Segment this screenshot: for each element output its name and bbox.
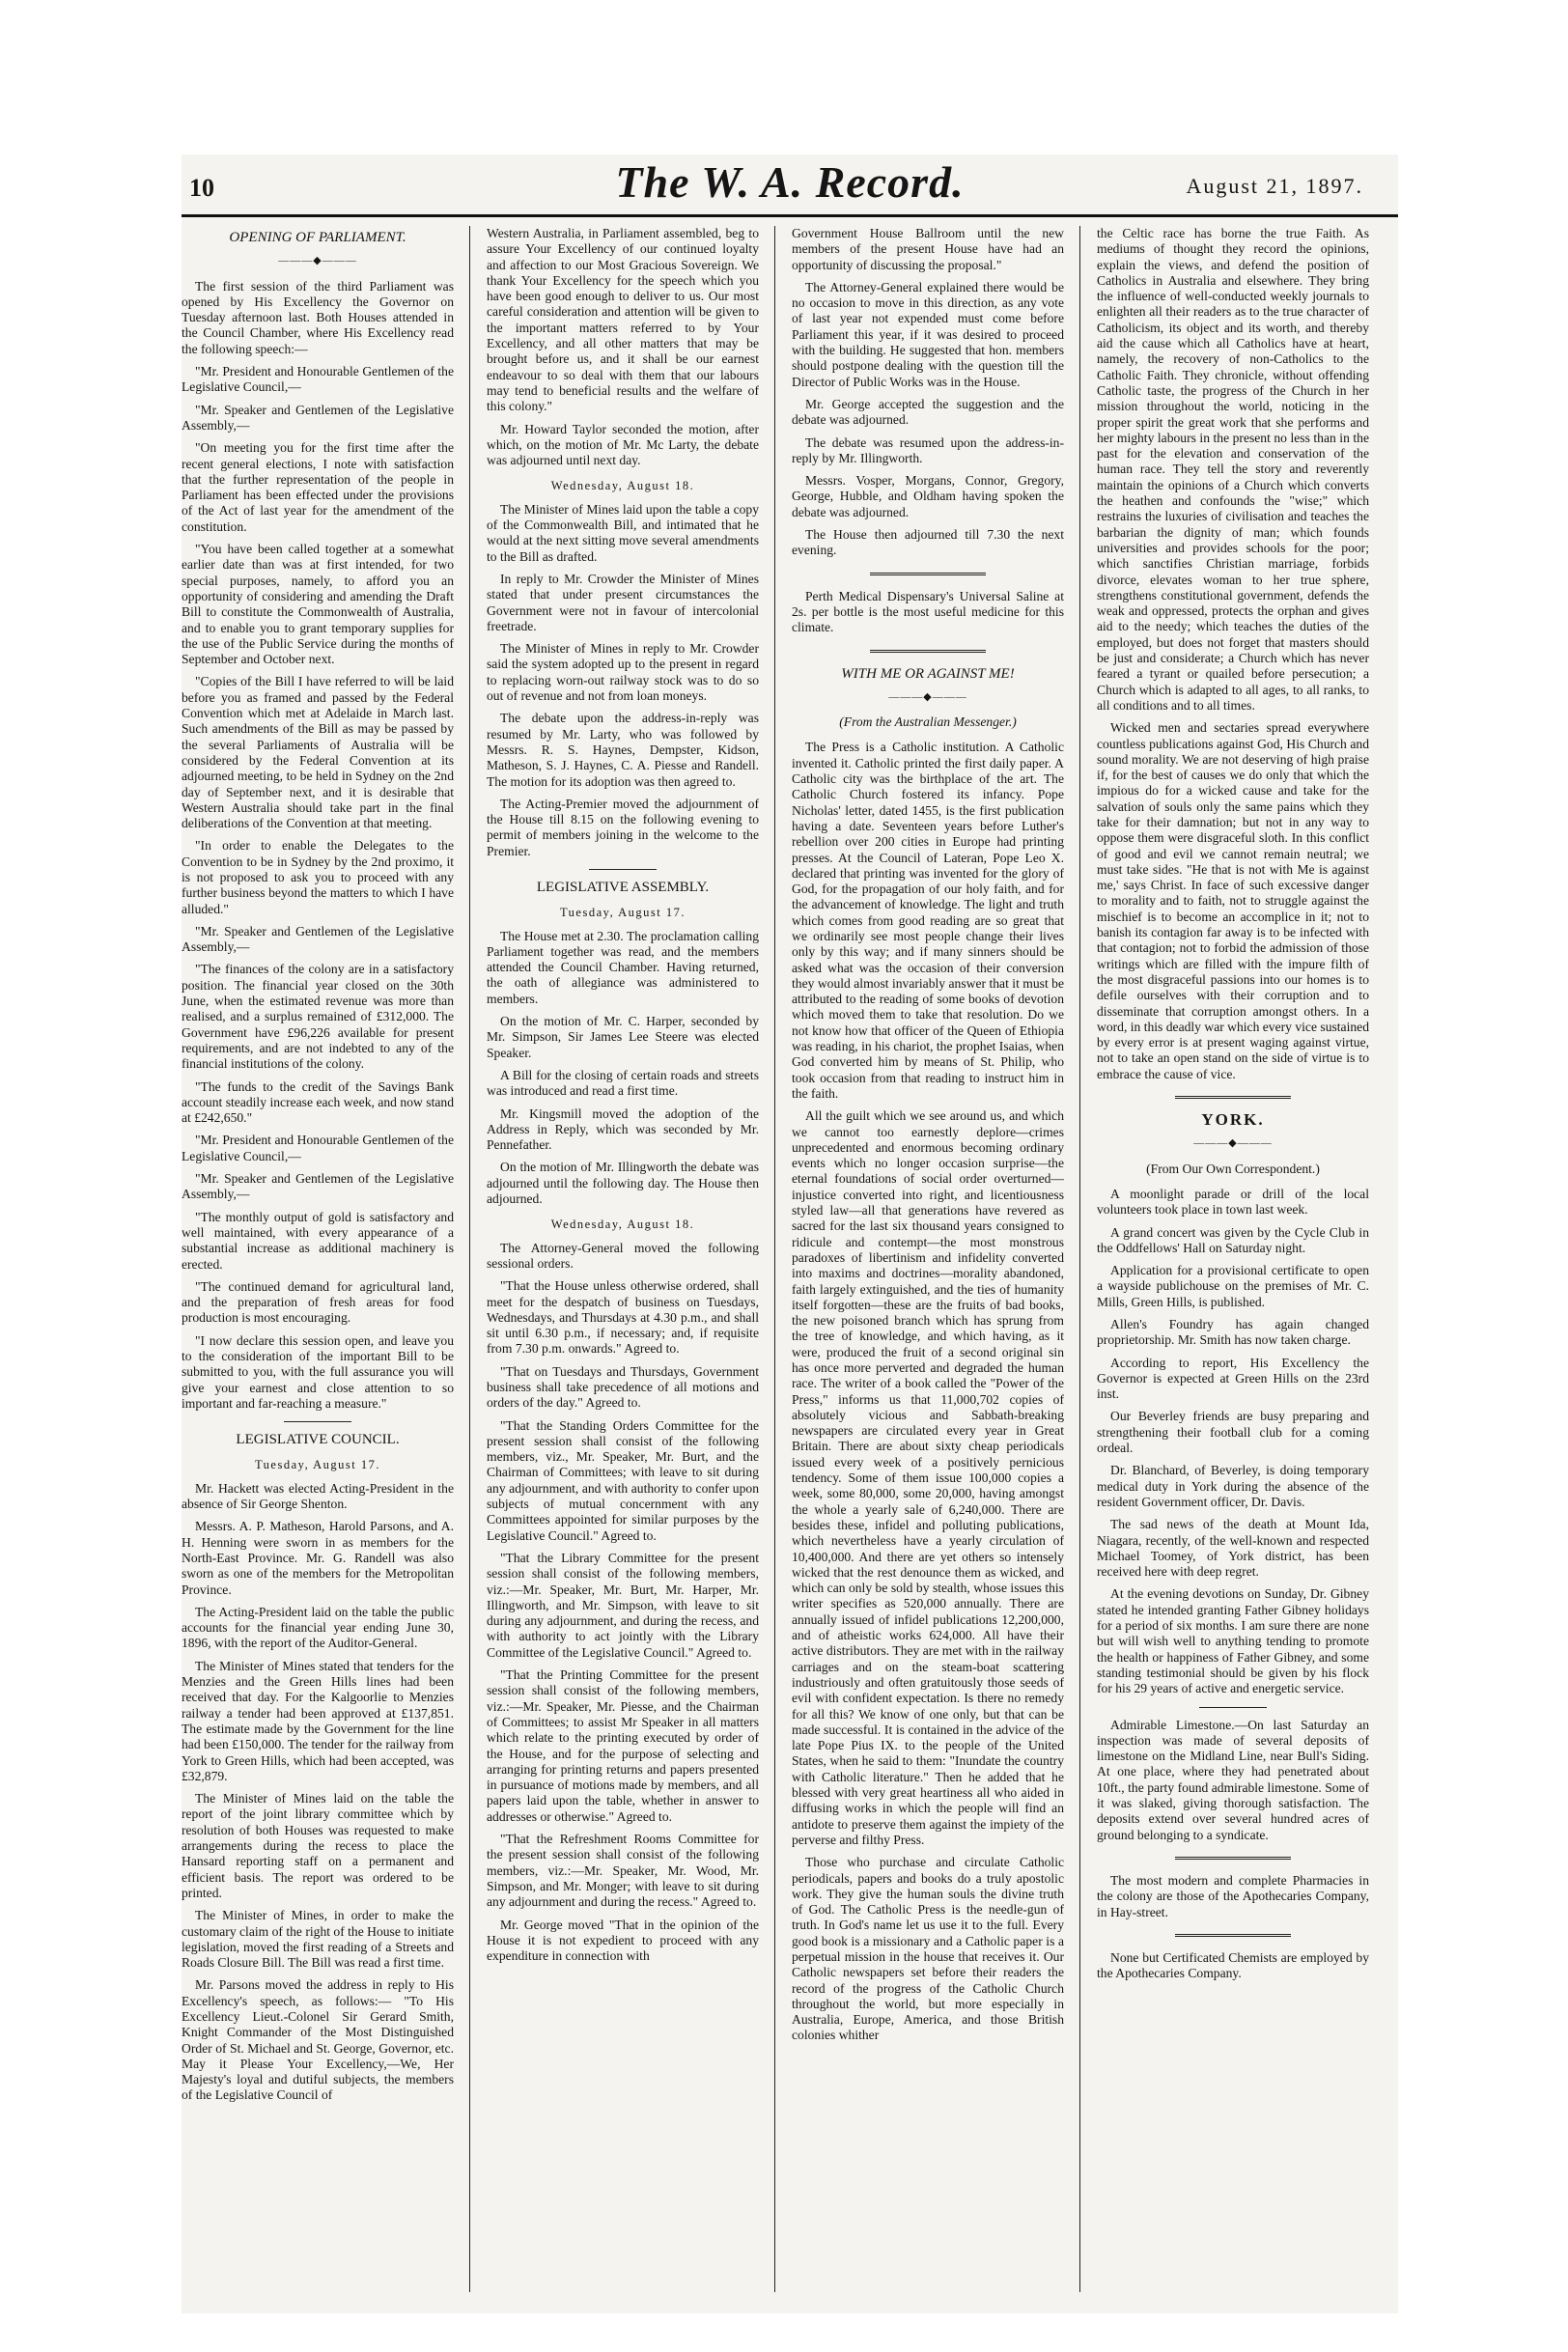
paragraph: The Attorney-General moved the following sessional orders.	[487, 1240, 759, 1271]
section-heading: YORK.	[1201, 1110, 1265, 1130]
column-divider	[1079, 226, 1080, 2292]
paragraph: A grand concert was given by the Cycle Club in the Oddfellows' Hall on Saturday night.	[1097, 1224, 1369, 1255]
section-rule	[1175, 1934, 1291, 1937]
paragraph: "That on Tuesdays and Thursdays, Government business shall take precedence of all motions and orders of the day." Agreed to.	[487, 1363, 759, 1411]
paragraph: Mr. Hackett was elected Acting-President in the absence of Sir George Shenton.	[182, 1480, 454, 1512]
advertisement-notice: Perth Medical Dispensary's Universal Saline at 2s. per bottle is the most useful medicine for this climate.	[792, 588, 1064, 635]
paragraph: The Minister of Mines in reply to Mr. Crowder said the system adopted up to the present in regard to replacing worn-out railway stock was to do so out of revenue and not from loan moneys.	[487, 641, 759, 704]
ornament-divider: ―――◆―――	[1193, 1137, 1273, 1150]
masthead-rule	[182, 214, 1398, 217]
paragraph: "Mr. Speaker and Gentlemen of the Legislative Assembly,—	[182, 1171, 454, 1202]
date-subheading: Tuesday, August 17.	[559, 906, 686, 920]
paragraph: The Acting-Premier moved the adjournment of the House till 8.15 on the following evening to permit of members joining in the welcome to the Premier.	[487, 796, 759, 858]
paragraph: Mr. George accepted the suggestion and the debate was adjourned.	[792, 396, 1064, 428]
paragraph: The Minister of Mines, in order to make the customary claim of the right of the House to initiate legislation, moved the first reading of a Streets and Roads Closure Bill. The Bill was read a first time.	[182, 1908, 454, 1971]
paragraph: "On meeting you for the first time after the recent general elections, I note with satisfaction that the further representation of the people in Parliament has been effected under the provisions of the Act of last year for the amendment of the constitution.	[182, 440, 454, 534]
section-rule	[589, 869, 657, 870]
paragraph: Messrs. A. P. Matheson, Harold Parsons, and A. H. Henning were sworn in as members for the North-East Province. Mr. G. Randell was also sworn as one of the members for the Metropolitan Province.	[182, 1519, 454, 1597]
paragraph: the Celtic race has borne the true Faith. As mediums of thought they record the opinions, explain the views, and defend the position of Catholics in Australia and elsewhere. They bring the influence of well-conducted weekly journals to enlighten all their readers as to the true character of Catholicism, its object and its worth, and thereby aid the cause which all Catholics have at heart, namely, the recovery of non-Catholics to the Catholic Faith. They chronicle, without offending Catholic taste, the progress of the Church in her mission throughout the world, noticing in the proper spirit the great work that she performs and her mighty labours in the present no less than in the past for the elevation and conservation of the human race. They tell the story and reverently maintain the opinions of a Church which converts the heathen and confounds the "wise;" which restrains the luxuries of civilisation and teaches the barbarian the dignity of man; which founds universities and provides schools for the poor; which sanctifies Christian marriage, forbids divorce, elevates woman to her true sphere, strengthens constitutional government, defends the weak and oppressed, protects the orphan and gives aid to the needy; which teaches the duties of the employed, but does not forget that masters should be just and considerate; a Church which has never feared a tyrant or quailed before persecution; a Church which is adapted to all ages, to all ranks, to all conditions and to all times.	[1097, 226, 1369, 713]
section-rule	[1175, 1096, 1291, 1099]
paragraph: "That the Library Committee for the present session shall consist of the following members, viz.:—Mr. Speaker, Mr. Burt, Mr. Harper, Mr. Illingworth, and Mr. Simpson, with leave to sit during any adjournment, and during the recess, and with authority to act jointly with the Library Committee of the Legislative Council." Agreed to.	[487, 1550, 759, 1660]
paragraph: "The funds to the credit of the Savings Bank account steadily increase each week, and now stand at £242,650."	[182, 1078, 454, 1126]
paragraph: The sad news of the death at Mount Ida, Niagara, recently, of the well-known and respected Michael Toomey, of York district, has been received here with deep regret.	[1097, 1517, 1369, 1580]
paragraph: Admirable Limestone.—On last Saturday an inspection was made of several deposits of limestone on the Midland Line, near Bull's Siding. At one place, where they had penetrated about 10ft., the party found admirable limestone. Some of it was slaked, giving thorough satisfaction. The deposits extend over several hundred acres of ground belonging to a syndicate.	[1097, 1717, 1369, 1842]
paragraph: Mr. George moved "That in the opinion of the House it is not expedient to proceed with any expenditure in connection with	[487, 1917, 759, 1964]
column-2	[487, 226, 759, 2302]
paragraph: Those who purchase and circulate Catholic periodicals, papers and books do a truly apostolic work. They give the human souls the divine truth of God. The Catholic Press is the needle-gun of truth. In God's name let us use it to the full. Every good book is a missionary and a Catholic paper is a perpetual mission in the house that receives it. Our Catholic newspapers set before their readers the record of the progress of the Catholic Church throughout the world, but more especially in Australia, Europe, America, and those British colonies whither	[792, 1855, 1064, 2043]
paragraph: "That the Printing Committee for the present session shall consist of the following members, viz.:—Mr. Speaker, Mr. Piesse, and the Chairman of Committees; to assist Mr Speaker in all matters which relate to the printing executed by order of the House, and for the purpose of selecting and arranging for printing returns and papers presented in pursuance of motions made by members, and all papers laid upon the table, whether in answer to addresses or otherwise." Agreed to.	[487, 1667, 759, 1824]
paragraph: "You have been called together at a somewhat earlier date than was at first intended, for two special purposes, namely, to afford you an opportunity of considering and amending the Draft Bill to constitute the Commonwealth of Australia, and to enable you to grant temporary supplies for the use of the Public Service during the months of September and October next.	[182, 542, 454, 667]
column-1	[182, 226, 454, 2302]
paragraph: The Minister of Mines laid upon the table a copy of the Commonwealth Bill, and intimated that he would at the next sitting move several amendments to the Bill as drafted.	[487, 501, 759, 564]
paragraph: The Acting-President laid on the table the public accounts for the financial year ending June 30, 1896, with the report of the Auditor-General.	[182, 1604, 454, 1651]
column-divider	[469, 226, 470, 2292]
paragraph: At the evening devotions on Sunday, Dr. Gibney stated he intended granting Father Gibney holidays for a period of six months. I am sure there are none but will wish well to anything tending to promote the health or happiness of Father Gibney, and some standing testimonial should be given by his flock for his 29 years of active and energetic service.	[1097, 1586, 1369, 1696]
paragraph: Application for a provisional certificate to open a wayside publichouse on the premises of Mr. C. Mills, Green Hills, is published.	[1097, 1263, 1369, 1309]
paragraph: Western Australia, in Parliament assembled, beg to assure Your Excellency of our continued loyalty and affection to our Most Gracious Sovereign. We thank Your Excellency for the speech which you have been good enough to deliver to us. Our most careful consideration and attention will be given to the important matters referred to by Your Excellency, and all other matters that may be brought before us, and it shall be our earnest endeavour to so deal with them that our labours may tend to beneficial results and the welfare of this colony."	[487, 226, 759, 414]
paragraph: The debate upon the address-in-reply was resumed by Mr. Larty, who was followed by Messrs. R. S. Haynes, Dempster, Kidson, Matheson, S. J. Haynes, C. A. Piesse and Randell. The motion for its adoption was then agreed to.	[487, 711, 759, 789]
date-subheading: Tuesday, August 17.	[254, 1458, 381, 1472]
paragraph: "Mr. Speaker and Gentlemen of the Legislative Assembly,—	[182, 923, 454, 955]
paragraph: The Press is a Catholic institution. A Catholic invented it. Catholic printed the first daily paper. A Catholic city was the birthplace of the art. The Catholic Church fostered its infancy. Pope Nicholas' letter, dated 1455, is the first publication having a date. Seventeen years before Luther's rebellion over 200 cities in Europe had printing presses. At the Council of Lateran, Pope Leo X. declared that printing was invented for the glory of God, for the propagation of our holy faith, and for the advancement of knowledge. The light and truth which comes from good reading are so great that we ordinarily see most people change their lives only by this way; and if many sinners should be asked what was the occasion of their conversion they would almost invariably answer that it must be attributed to the reading of some books of devotion which moved them to take that resolution. Do we not know how that officer of the Queen of Ethiopia was reading, in his chariot, the prophet Isaias, when God converted him by means of St. Philip, who took occasion from that reading to instruct him in the faith.	[792, 740, 1064, 1101]
section-rule	[284, 1421, 351, 1422]
paragraph: In reply to Mr. Crowder the Minister of Mines stated that under present circumstances the Government were not in favour of intercolonial freetrade.	[487, 571, 759, 633]
paragraph: "Mr. President and Honourable Gentlemen of the Legislative Council,—	[182, 364, 454, 395]
masthead	[182, 154, 1398, 212]
section-rule	[870, 650, 986, 653]
paragraph: Government House Ballroom until the new members of the present House have had an opportunity of discussing the proposal."	[792, 226, 1064, 272]
newspaper-title: The W. A. Record.	[615, 157, 965, 207]
paragraph: "That the House unless otherwise ordered, shall meet for the despatch of business on Tuesdays, Wednesdays, and Thursdays at 4.30 p.m., and shall sit until 6.30 p.m., if necessary; and, if requisite from 7.30 p.m. onwards." Agreed to.	[487, 1278, 759, 1357]
column-4	[1097, 226, 1369, 2302]
paragraph: "Copies of the Bill I have referred to will be laid before you as framed and passed by the Federal Convention which met at Adelaide in March last. Such amendments of the Bill as may be passed by the several Parliaments of Australia will be considered by the Federal Convention at its adjourned meeting, to be held in Sydney on the 2nd day of September next, and it is desirable that Western Australia should take part in the final deliberations of the Convention at that meeting.	[182, 674, 454, 831]
paragraph: On the motion of Mr. Illingworth the debate was adjourned until the following day. The House then adjourned.	[487, 1160, 759, 1207]
advertisement-notice: The most modern and complete Pharmacies in the colony are those of the Apothecaries Company, in Hay-street.	[1097, 1872, 1369, 1919]
paragraph: Dr. Blanchard, of Beverley, is doing temporary medical duty in York during the absence of the resident Government officer, Dr. Davis.	[1097, 1463, 1369, 1509]
section-heading: LEGISLATIVE COUNCIL.	[236, 1432, 400, 1448]
paragraph: The first session of the third Parliament was opened by His Excellency the Governor on Tuesday afternoon last. Both Houses attended in the Council Chamber, where His Excellency read the following speech:—	[182, 278, 454, 356]
paragraph: The House then adjourned till 7.30 the next evening.	[792, 527, 1064, 558]
paragraph: The House met at 2.30. The proclamation calling Parliament together was read, and the members attended the Council Chamber. Having returned, the oath of allegiance was administered to members.	[487, 928, 759, 1006]
article-heading: WITH ME OR AGAINST ME!	[841, 665, 1015, 682]
article-heading: OPENING OF PARLIAMENT.	[229, 230, 406, 245]
source-credit: (From the Australian Messenger.)	[839, 714, 1017, 730]
newspaper-page	[182, 154, 1398, 2313]
paragraph: "The monthly output of gold is satisfactory and well maintained, with every appearance of a substantial increase as additional machinery is erected.	[182, 1209, 454, 1272]
paragraph: Allen's Foundry has again changed proprietorship. Mr. Smith has now taken charge.	[1097, 1317, 1369, 1348]
paragraph: "That the Standing Orders Committee for the present session shall consist of the following members, viz., Mr. Speaker, Mr. Burt, and the Chairman of Committees; with leave to sit during any adjournment, and with authority to confer upon subjects of mutual concernment with any Committees appointed for similar purposes by the Legislative Council." Agreed to.	[487, 1417, 759, 1543]
section-rule	[1175, 1857, 1291, 1860]
paragraph: On the motion of Mr. C. Harper, seconded by Mr. Simpson, Sir James Lee Steere was elected Speaker.	[487, 1014, 759, 1060]
paragraph: "That the Refreshment Rooms Committee for the present session shall consist of the following members, viz.:—Mr. Speaker, Mr. Wood, Mr. Simpson, and Mr. Monger; with leave to sit during any adjournment and during the recess." Agreed to.	[487, 1832, 759, 1910]
ornament-divider: ―――◆―――	[278, 255, 357, 267]
paragraph: A moonlight parade or drill of the local volunteers took place in town last week.	[1097, 1186, 1369, 1218]
paragraph: A Bill for the closing of certain roads and streets was introduced and read a first time.	[487, 1067, 759, 1099]
paragraph: "Mr. President and Honourable Gentlemen of the Legislative Council,—	[182, 1133, 454, 1163]
advertisement-notice: None but Certificated Chemists are employed by the Apothecaries Company.	[1097, 1949, 1369, 1981]
paragraph: "The continued demand for agricultural land, and the preparation of fresh areas for food production is most encouraging.	[182, 1278, 454, 1326]
paragraph: The Minister of Mines laid on the table the report of the joint library committee which by resolution of both Houses was requested to make arrangements during the recess to place the Hansard reporting staff on a permanent and efficient basis. The report was ordered to be printed.	[182, 1791, 454, 1900]
paragraph: "Mr. Speaker and Gentlemen of the Legislative Assembly,—	[182, 402, 454, 433]
section-rule	[1199, 1707, 1267, 1708]
column-3	[792, 226, 1064, 2302]
ornament-divider: ―――◆―――	[888, 690, 967, 703]
paragraph: The Minister of Mines stated that tenders for the Menzies and the Green Hills lines had been received that day. For the Kalgoorlie to Menzies railway a tender had been approved at £137,851. The estimate made by the Government for the line had been £150,000. The tender for the railway from York to Green Hills, which had been accepted, was £32,879.	[182, 1658, 454, 1783]
paragraph: Wicked men and sectaries spread everywhere countless publications against God, His Church and sound morality. We are not deserving of high praise if, for the best of causes we do only that which the impious do for a wicked cause and take for the salvation of souls only the same pains which they take for their damnation; but not in any way to oppose them were disgraceful sloth. In this conflict of good and evil we cannot remain neutral; we must take sides. "He that is not with Me is against me,' says Christ. In face of such excessive danger to morality and to faith, not to struggle against the mischief is to become an accomplice in it; not to banish its contagion far away is to be infected with that contagion; not to forbid the admission of those writings which are filled with the impure filth of the most disgraceful passions into our homes is to defile ourselves with their corruption and to disseminate that corruption amongst others. In a word, in this deadly war which every vice sustained by every error is at present waging against virtue, not to take an open stand on the side of virtue is to embrace the cause of vice.	[1097, 720, 1369, 1081]
date-subheading: Wednesday, August 18.	[550, 479, 695, 493]
date-subheading: Wednesday, August 18.	[550, 1218, 695, 1232]
paragraph: The debate was resumed upon the address-in-reply by Mr. Illingworth.	[792, 434, 1064, 465]
paragraph: "In order to enable the Delegates to the Convention to be in Sydney by the 2nd proximo, it is not proposed to ask you to proceed with any further business beyond the matters to which I have alluded."	[182, 838, 454, 916]
paragraph: Mr. Howard Taylor seconded the motion, after which, on the motion of Mr. Mc Larty, the debate was adjourned until next day.	[487, 421, 759, 468]
paragraph: Messrs. Vosper, Morgans, Connor, Gregory, George, Hubble, and Oldham having spoken the debate was adjourned.	[792, 473, 1064, 519]
page-number: 10	[189, 174, 214, 202]
section-heading: LEGISLATIVE ASSEMBLY.	[536, 879, 710, 895]
paragraph: The Attorney-General explained there would be no occasion to move in this direction, as any vote of last year not expended must come before Parliament this year, if it was desired to proceed with the building. He suggested that hon. members should postpone dealing with the question till the Director of Public Works was in the House.	[792, 279, 1064, 389]
issue-date: August 21, 1897.	[1186, 174, 1363, 198]
source-credit: (From Our Own Correspondent.)	[1146, 1161, 1320, 1176]
paragraph: "I now declare this session open, and leave you to the consideration of the important Bill to be submitted to you, with the full assurance you will give your earnest and close attention to so important and far-reaching a measure."	[182, 1332, 454, 1411]
section-rule	[870, 573, 986, 575]
paragraph: According to report, His Excellency the Governor is expected at Green Hills on the 23rd inst.	[1097, 1355, 1369, 1402]
paragraph: "The finances of the colony are in a satisfactory position. The financial year closed on the 30th June, when the estimated revenue was more than realised, and a surplus remained of £312,000. The Government have £96,226 available for present requirements, and are not indebted to any of the financial institutions of the colony.	[182, 962, 454, 1072]
paragraph: Our Beverley friends are busy preparing and strengthening their football club for a coming ordeal.	[1097, 1409, 1369, 1456]
paragraph: All the guilt which we see around us, and which we cannot too earnestly deplore—crimes unprecedented and enormous becoming ordinary events which no longer occasion surprise—the eternal foundations of social order overturned—injustice converted into right, and licentiousness styled law—all that generations have revered as sacred for the last six thousand years consigned to ridicule and contempt—the most monstrous paradoxes of libertinism and infidelity converted into maxims and doctrines—morality abandoned, faith largely extinguished, and the ties of humanity itself forgotten—these are the fruits of bad books, the new poisoned branch which has sprung from the tree of knowledge, and which having, as it were, produced the fruit of a second original sin has once more perverted and degraded the human race. The writer of a book called the "Power of the Press," informs us that 11,000,702 copies of absolutely vicious and Sabbath-breaking newspapers are circulated every year in Great Britain. There are about sixty cheap periodicals issued every week of a positively pernicious tendency. Some of them issue 100,000 copies a week, some 80,000, some 20,000, having amongst the whole a yearly sale of 6,240,000. There are besides these, infidel and polluting publications, which nevertheless have a yearly circulation of 10,400,000. And there are yet others so intensely wicked that the rest denounce them as wicked, and which can only be sold by stealth, whose issues this writer specifies as 520,000 annually. There are annually issued of infidel publications 12,200,000, and of atheistic works 624,000. All have their active distributors. They are met with in the railway carriages and on the steam-boat scattering industriously and often gratuitously those seeds of evil with confident expectation. Is there no remedy for all this? We know of one only, but that can be made successful. It is contained in the advice of the late Pope Pius IX. to the people of the United States, when he said to them: "Inundate the country with Catholic literature." Then he added that he blessed with very great heartiness all who aided in diffusing works in which the people will find an antidote to preserve them against the impiety of the perverse and filthy Press.	[792, 1108, 1064, 1847]
column-divider	[774, 226, 775, 2292]
paragraph: Mr. Parsons moved the address in reply to His Excellency's speech, as follows:— "To His Excellency Lieut.-Colonel Sir Gerard Smith, Knight Commander of the Most Distinguished Order of St. Michael and St. George, Governor, etc. May it Please Your Excellency,—We, Her Majesty's loyal and dutiful subjects, the members of the Legislative Council of	[182, 1977, 454, 2103]
paragraph: Mr. Kingsmill moved the adoption of the Address in Reply, which was seconded by Mr. Pennefather.	[487, 1106, 759, 1153]
